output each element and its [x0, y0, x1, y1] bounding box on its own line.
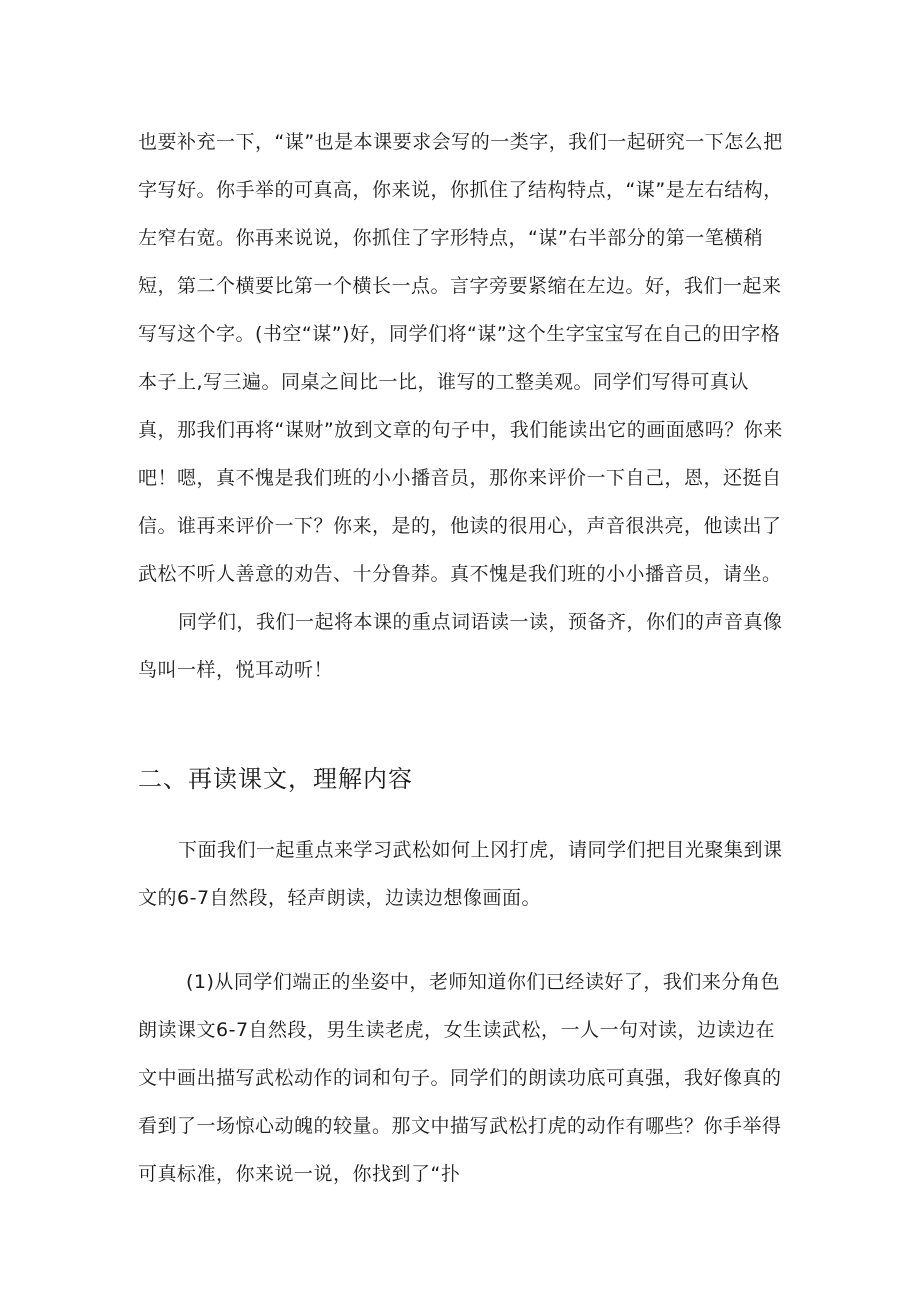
paragraph-2: 同学们，我们一起将本课的重点词语读一读，预备齐，你们的声音真像鸟叫一样，悦耳动听！ [138, 611, 783, 681]
section-heading: 二、再读课文，理解内容 [138, 765, 413, 793]
text-section-2 [138, 826, 788, 922]
text-section-1 [138, 118, 788, 694]
text-section-3 [138, 958, 788, 1198]
paragraph-4: (1)从同学们端正的坐姿中，老师知道你们已经读好了，我们来分角色朗读课文6-7自然段，男生读老虎，女生读武松，一人一句对读，边读边在文中画出描写武松动作的词和句子。同学们的朗读功底可真强，我好像真的看到了一场惊心动魄的较量。那文中描写武松打虎的动作有哪些？你手举得可真标准，你来说一说，你找到了“扑 [138, 971, 782, 1185]
paragraph-1: 也要补充一下，“谋”也是本课要求会写的一类字，我们一起研究一下怎么把字写好。你手举的可真高，你来说，你抓住了结构特点，“谋”是左右结构，左窄右宽。你再来说说，你抓住了字形特点，“谋”右半部分的第一笔横稍短，第二个横要比第一个横长一点。言字旁要紧缩在左边。好，我们一起来写写这个字。(书空“谋”)好，同学们将“谋”这个生字宝宝写在自己的田字格本子上,写三遍。同桌之间比一比，谁写的工整美观。同学们写得可真认真，那我们再将“谋财”放到文章的句子中，我们能读出它的画面感吗？你来吧！嗯，真不愧是我们班的小小播音员，那你来评价一下自己，恩，还挺自信。谁再来评价一下？你来，是的，他读的很用心，声音很洪亮，他读出了武松不听人善意的劝告、十分鲁莽。真不愧是我们班的小小播音员，请坐。 [138, 131, 783, 585]
paragraph-3: 下面我们一起重点来学习武松如何上冈打虎，请同学们把目光聚集到课文的6-7自然段，轻声朗读，边读边想像画面。 [138, 839, 783, 909]
